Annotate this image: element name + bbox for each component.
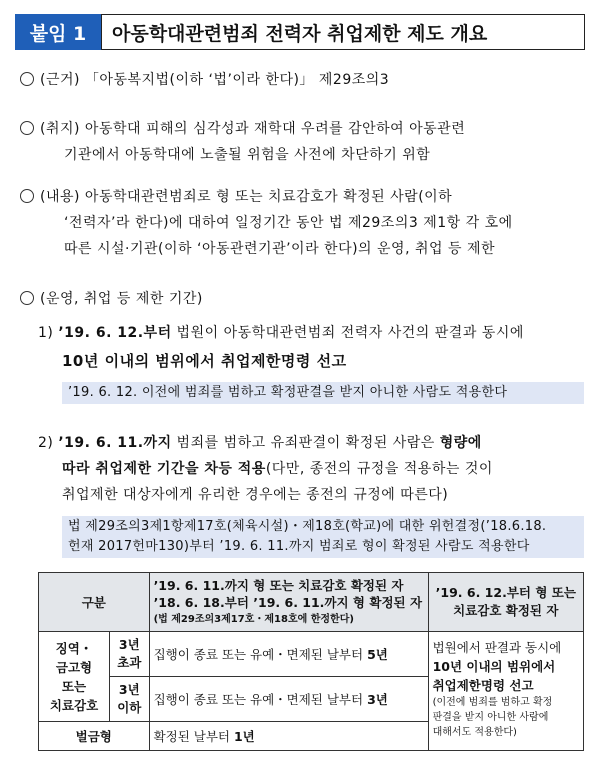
row-group-line-1: 징역・ <box>55 640 93 656</box>
header-old-line-3: (법 제29조의3제17호・제18호에 한정한다) <box>153 613 354 625</box>
circle-bullet-icon <box>20 189 34 203</box>
row-group-prison <box>39 632 110 722</box>
item-1-note: ’19. 6. 12. 이전에 범죄를 범하고 확정판결을 받지 아니한 사람도 적용한다 <box>62 382 584 404</box>
new-rule-line-2: 10년 이내의 범위에서 <box>432 659 556 674</box>
restriction-table <box>38 572 584 751</box>
fine-years-value: 1년 <box>233 729 255 744</box>
period-heading <box>20 286 203 312</box>
circle-bullet-icon <box>20 291 34 305</box>
table-row <box>39 632 584 677</box>
item-2-date: ’19. 6. 11.까지 <box>58 435 172 451</box>
row-group-line-2: 금고형 <box>55 659 93 675</box>
item-2-bold-c: 따라 취업제한 기간을 차등 적용 <box>62 461 266 477</box>
period-text: (운영, 취업 등 제한 기간) <box>40 291 203 307</box>
basis-text: (근거) 「아동복지법(이하 ‘법’이라 한다)」 제29조의3 <box>40 72 390 88</box>
item-2-text-d: 취업제한 대상자에게 유리한 경우에는 종전의 규정에 따른다) <box>62 487 449 503</box>
fine-text: 확정된 날부터 <box>153 729 234 744</box>
content-line-1: (내용) 아동학대관련범죄로 형 또는 치료감호가 확정된 사람(이하 <box>40 189 453 205</box>
purpose-paragraph <box>20 116 465 168</box>
under-3-years-value: 3년 <box>367 692 388 707</box>
item-1 <box>38 320 524 376</box>
circle-bullet-icon <box>20 72 34 86</box>
row-over-3-years <box>110 632 150 677</box>
item-2-note-line-2: 헌재 2017헌마130)부터 ’19. 6. 11.까지 범죄로 형이 확정된 사람도 적용한다 <box>68 539 530 554</box>
basis-paragraph <box>20 67 389 93</box>
under-3-line-1: 3년 <box>118 682 140 697</box>
item-1-date: ’19. 6. 12.부터 <box>58 325 172 341</box>
content-line-3: 따른 시설·기관(이하 ‘아동관련기관’이라 한다)의 운영, 취업 등 제한 <box>64 241 495 257</box>
under-3-text: 집행이 종료 또는 유예・면제된 날부터 <box>153 692 368 707</box>
new-rule-note-2: 판결을 받지 아니한 사람에 <box>432 712 549 723</box>
over-3-line-1: 3년 <box>118 637 140 652</box>
new-rule-note-1: (이전에 범죄를 범하고 확정 <box>432 697 553 708</box>
item-2-note-line-1: 법 제29조의3제1항제17호(체육시설)・제18호(학교)에 대한 위헌결정(’18.6.18. <box>68 519 547 534</box>
content-line-2: ‘전력자’라 한다)에 대하여 일정기간 동안 법 제29조의3 제1항 각 호에 <box>64 215 513 231</box>
item-2-bold-b: 형량에 <box>439 435 482 451</box>
under-3-line-2: 이하 <box>117 700 142 715</box>
purpose-line-2: 기관에서 아동학대에 노출될 위험을 사전에 차단하기 위함 <box>64 147 431 163</box>
item-2 <box>38 430 493 508</box>
over-3-period <box>149 632 428 677</box>
item-2-number: 2) <box>38 435 54 451</box>
new-rule-line-3: 취업제한명령 선고 <box>432 678 534 693</box>
over-3-years-value: 5년 <box>367 647 388 662</box>
row-group-line-3: 또는 <box>61 678 87 694</box>
under-3-period <box>149 677 428 722</box>
over-3-text: 집행이 종료 또는 유예・면제된 날부터 <box>153 647 368 662</box>
header-old-line-2: ’18. 6. 18.부터 ’19. 6. 11.까지 형 확정된 자 <box>153 594 423 610</box>
purpose-line-1: (취지) 아동학대 피해의 심각성과 재학대 우려를 감안하여 아동관련 <box>40 121 466 137</box>
circle-bullet-icon <box>20 121 34 135</box>
new-rule-line-1: 법원에서 판결과 동시에 <box>432 640 562 655</box>
content-paragraph <box>20 184 513 262</box>
header-old-rule <box>149 573 428 632</box>
row-group-line-4: 치료감호 <box>49 697 99 713</box>
table-header-row <box>39 573 584 632</box>
header-new-rule <box>428 573 583 632</box>
row-under-3-years <box>110 677 150 722</box>
item-1-number: 1) <box>38 325 54 341</box>
item-2-text-c: (다만, 종전의 규정을 적용하는 것이 <box>265 461 493 477</box>
header-new-line-2: 치료감호 확정된 자 <box>453 603 559 618</box>
over-3-line-2: 초과 <box>117 655 142 670</box>
new-rule-cell <box>428 632 583 751</box>
item-2-text-a: 범죄를 범하고 유죄판결이 확정된 사람은 <box>171 435 440 451</box>
header-new-line-1: ’19. 6. 12.부터 형 또는 <box>435 585 576 600</box>
fine-period <box>149 722 428 751</box>
row-fine: 벌금형 <box>39 722 150 751</box>
header-old-line-1: ’19. 6. 11.까지 형 또는 치료감호 확정된 자 <box>153 577 404 593</box>
document-title: 아동학대관련범죄 전력자 취업제한 제도 개요 <box>101 14 585 50</box>
new-rule-note-3: 대해서도 적용한다) <box>432 727 517 738</box>
appendix-badge: 붙임 1 <box>15 14 101 50</box>
item-1-sentence: 10년 이내의 범위에서 취업제한명령 선고 <box>62 352 347 370</box>
header-category: 구분 <box>39 573 150 632</box>
item-2-note <box>62 516 584 558</box>
item-1-text: 법원이 아동학대관련범죄 전력자 사건의 판결과 동시에 <box>171 325 524 341</box>
